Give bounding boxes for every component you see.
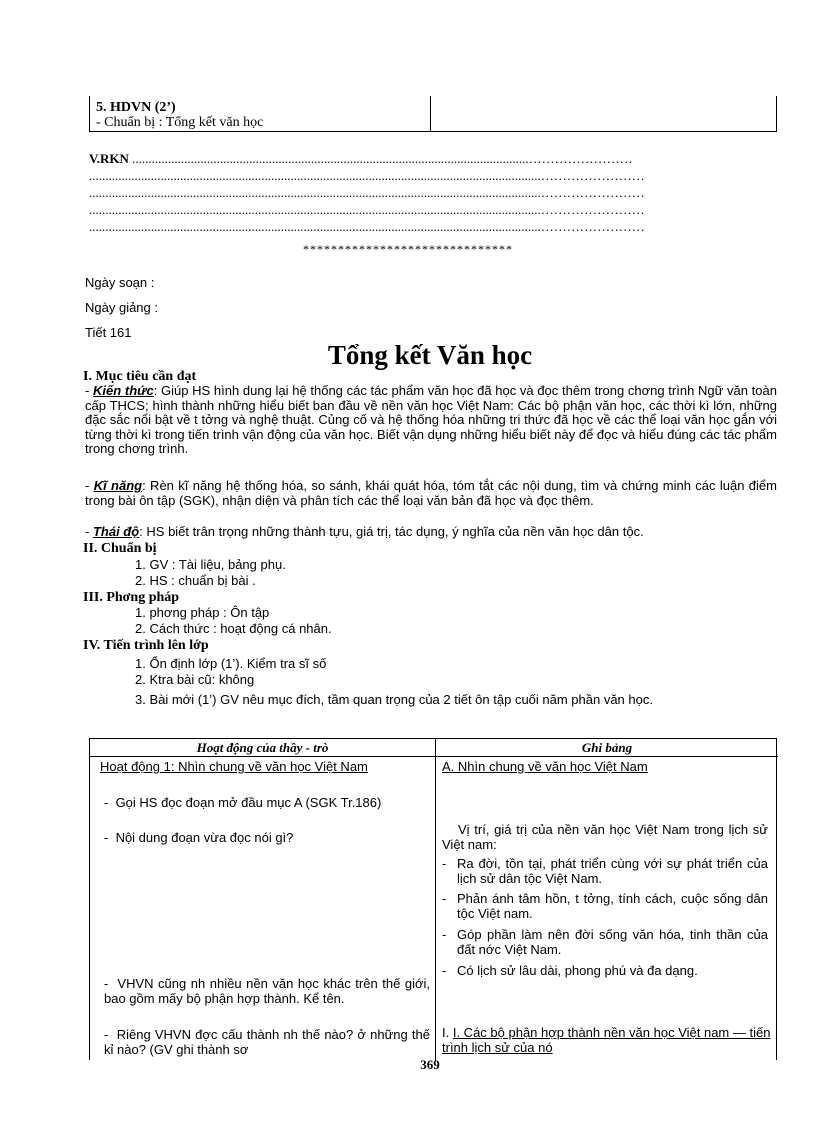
separator: ****************************** <box>303 242 513 256</box>
rkn-dots: ..........................................................................................................................…………………… <box>132 151 633 166</box>
activity-label: Hoạt động 1 <box>100 759 171 774</box>
kien-thuc-label: Kiến thức <box>93 383 154 398</box>
table-row: - VHVN cũng nh nhiều nền văn học khác trên thế giới, bao gồm mấy bộ phận hợp thành. Kể tên. <box>104 976 430 1006</box>
ki-nang-text: : Rèn kĩ năng hệ thống hóa, so sánh, khái quát hóa, tóm tắt các nội dung, tìm và chứng minh các luận điểm trong bài ôn tập (SGK), nhận diện và phân tích các thể loại văn bản đã học và đọc thêm. <box>85 478 777 508</box>
lesson-table <box>89 738 777 1060</box>
list-item: 1. phơng pháp : Ôn tập <box>135 605 270 620</box>
section-heading: II. Chuẩn bị <box>83 541 157 556</box>
thai-do-label: Thái độ <box>92 524 140 539</box>
bullet: - <box>442 963 447 978</box>
thai-do-text: : HS biết trân trọng những thành tựu, giá trị, tác dụng, ý nghĩa của nền văn học dân tộc. <box>139 524 644 539</box>
bullet-text: Phản ánh tâm hồn, t tởng, tính cách, cuộc sống dân tộc Việt nam. <box>457 891 768 921</box>
tiet: Tiết 161 <box>85 325 132 340</box>
table-row: - Riêng VHVN đợc cấu thành nh thế nào? ở những thế kỉ nào? (GV ghi thành sơ <box>104 1027 431 1057</box>
question-text: Riêng VHVN đợc cấu thành nh thế nào? ở những thế kỉ nào? (GV ghi thành sơ <box>104 1027 431 1057</box>
activity-title: : Nhìn chung về văn học Việt Nam <box>170 759 368 774</box>
rkn-dots: ...........................................................................................................................................…………………… <box>89 185 645 200</box>
section-i-heading: I. I. Các bộ phận hợp thành nền văn học Việt nam — tiến trình lịch sử của nó <box>442 1025 771 1055</box>
column-header: Ghi bảng <box>581 740 633 755</box>
section-a-text: A. Nhìn chung về văn học Việt Nam <box>442 759 648 774</box>
table-row: - Nội dung đoạn vừa đọc nói gì? <box>104 830 294 845</box>
list-item: 2. Cách thức : hoạt động cá nhân. <box>135 621 332 636</box>
section-i-text: I. Các bộ phận hợp thành nền văn học Việt nam — tiến trình lịch sử của nó <box>442 1025 771 1055</box>
bullet-text: Góp phần làm nên đời sống văn hóa, tinh thần của đất nớc Việt Nam. <box>457 927 768 957</box>
rkn-dots: ...........................................................................................................................................…………………… <box>89 202 645 217</box>
thai-do-paragraph: - Thái độ: HS biết trân trọng những thành tựu, giá trị, tác dụng, ý nghĩa của nền văn học dân tộc. <box>85 524 644 539</box>
table-row: - Gọi HS đọc đoạn mở đầu mục A (SGK Tr.186) <box>104 795 382 810</box>
table-divider <box>430 96 431 132</box>
rkn-dots: ...........................................................................................................................................…………………… <box>89 168 645 183</box>
question-text: Nội dung đoạn vừa đọc nói gì? <box>115 830 294 845</box>
table-divider <box>435 739 436 1061</box>
bai-moi-paragraph: 3. Bài mới (1’) GV nêu mục đích, tầm quan trọng của 2 tiết ôn tập cuối năm phần văn học. <box>135 692 653 707</box>
list-item: 2. Ktra bài cũ: không <box>135 672 255 687</box>
list-item: 1. Ổn định lớp (1’). Kiểm tra sĩ số <box>135 656 327 671</box>
list-item: 2. HS : chuẩn bị bài . <box>135 573 256 588</box>
table-cell <box>96 100 263 130</box>
top-table <box>89 96 777 132</box>
section-heading: IV. Tiến trình lên lớp <box>83 638 209 653</box>
bullet: - <box>442 891 447 906</box>
bullet: - <box>442 927 447 942</box>
hdvn-text: - Chuẩn bị : Tổng kết văn học <box>96 115 264 130</box>
rkn-section <box>89 150 761 235</box>
ki-nang-label: Kĩ năng <box>93 478 143 493</box>
section-a-heading <box>442 759 772 774</box>
list-item: 1. GV : Tài liệu, bảng phụ. <box>135 557 286 572</box>
bullet-text: Ra đời, tồn tại, phát triển cùng với sự phát triển của lịch sử dân tộc Việt Nam. <box>457 856 768 886</box>
column-header: Hoạt động của thầy - trò <box>196 740 329 755</box>
hdvn-title: 5. HDVN (2’) <box>96 100 176 115</box>
activity-heading <box>100 759 430 774</box>
page-number: 369 <box>420 1057 440 1072</box>
kien-thuc-paragraph: - Kiến thức: Giúp HS hình dung lại hệ thống các tác phẩm văn học đã học và đọc thêm trong chơng trình Ngữ văn toàn cấp THCS; hình thành những hiểu biết ban đầu về nền văn học Việt Nam: Các bộ phận văn học, các thời kì lớn, những đặc sắc nổi bật về t tởng và nghệ thuật. Củng cố và hệ thống hóa những tri thức đã học về các thể loại văn học gắn với từng thời kì trong tiến trình vận động của văn học. Biết vận dụng những hiểu biết này để đọc và hiểu đúng các tác phẩm trong chơng trình. <box>85 383 777 456</box>
ngay-giang: Ngày giảng : <box>85 300 158 315</box>
rkn-dots: ...........................................................................................................................................…………………… <box>89 219 645 234</box>
ki-nang-paragraph: - Kĩ năng: Rèn kĩ năng hệ thống hóa, so sánh, khái quát hóa, tóm tắt các nội dung, tìm và chứng minh các luận điểm trong bài ôn tập (SGK), nhận diện và phân tích các thể loại văn bản đã học và đọc thêm. <box>85 478 777 508</box>
section-heading: I. Mục tiêu cần đạt <box>83 369 197 384</box>
rkn-label: V.RKN <box>89 151 129 166</box>
bullet: - <box>442 856 447 871</box>
intro-text: Vị trí, giá trị của nền văn học Việt Nam trong lịch sử Việt nam: <box>442 822 768 852</box>
ngay-soan: Ngày soạn : <box>85 275 155 290</box>
question-text: Gọi HS đọc đoạn mở đầu mục A (SGK Tr.186) <box>115 795 382 810</box>
table-divider <box>90 756 778 757</box>
question-text: VHVN cũng nh nhiều nền văn học khác trên thế giới, bao gồm mấy bộ phận hợp thành. Kể tên. <box>104 976 430 1006</box>
page-title: Tổng kết Văn học <box>327 340 533 370</box>
kien-thuc-text: : Giúp HS hình dung lại hệ thống các tác phẩm văn học đã học và đọc thêm trong chơng trình Ngữ văn toàn cấp THCS; hình thành những hiểu biết ban đầu về nền văn học Việt Nam: Các bộ phận văn học, các thời kì lớn, những đặc sắc nổi bật về t tởng và nghệ thuật. Củng cố và hệ thống hóa những tri thức đã học về các thể loại văn học gắn với từng thời kì trong tiến trình vận động của văn học. Biết vận dụng những hiểu biết này để đọc và hiểu đúng các tác phẩm trong chơng trình. <box>85 383 777 456</box>
bullet-text: Có lịch sử lâu dài, phong phú và đa dạng. <box>457 963 698 978</box>
section-heading: III. Phơng pháp <box>83 590 180 605</box>
